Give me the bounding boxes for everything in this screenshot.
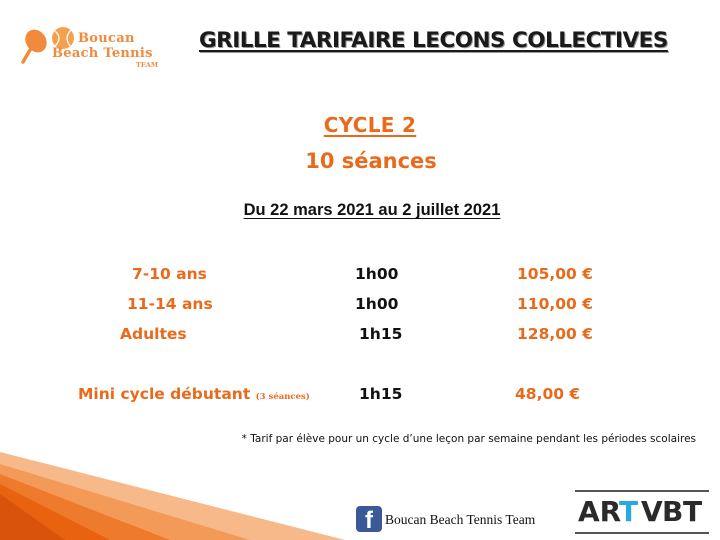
- partner-logo-part: B: [662, 495, 684, 528]
- rate-category: 11-14 ans: [127, 295, 213, 313]
- rate-price: 105,00 €: [517, 265, 593, 283]
- logo-text-line3: TEAM: [136, 61, 159, 69]
- logo-text-line2: Beach Tennis: [52, 46, 153, 61]
- partner-logo-part: AR: [578, 495, 622, 528]
- mini-cycle-category: [78, 385, 310, 403]
- rate-duration: 1h15: [359, 325, 403, 343]
- page-title: GRILLE TARIFAIRE LECONS COLLECTIVES: [199, 28, 668, 53]
- rate-duration: 1h00: [355, 295, 399, 313]
- partner-logo-part: T: [619, 495, 639, 528]
- mini-cycle-note: (3 séances): [255, 392, 310, 402]
- sessions-count: 10 séances: [305, 149, 437, 173]
- facebook-link[interactable]: Boucan Beach Tennis Team: [385, 512, 536, 527]
- partner-logo: [575, 490, 709, 534]
- partner-logo-part: V: [641, 495, 663, 528]
- rate-price: 128,00 €: [517, 325, 593, 343]
- cycle-heading: CYCLE 2: [323, 113, 417, 137]
- facebook-icon[interactable]: f: [356, 506, 382, 532]
- logo-text-line1: Boucan: [78, 31, 135, 46]
- mini-cycle-duration: 1h15: [359, 385, 403, 403]
- rate-category: Adultes: [120, 325, 187, 343]
- partner-logo-part: T: [683, 495, 703, 528]
- footnote: * Tarif par élève pour un cycle d’une leçon par semaine pendant les périodes scolaires: [241, 433, 696, 445]
- mini-cycle-label: Mini cycle débutant: [78, 385, 251, 403]
- club-logo: [14, 22, 174, 72]
- date-range: Du 22 mars 2021 au 2 juillet 2021: [243, 201, 501, 219]
- mini-cycle-price: 48,00 €: [515, 385, 581, 403]
- rate-price: 110,00 €: [517, 295, 593, 313]
- rate-category: 7-10 ans: [132, 265, 207, 283]
- rate-duration: 1h00: [355, 265, 399, 283]
